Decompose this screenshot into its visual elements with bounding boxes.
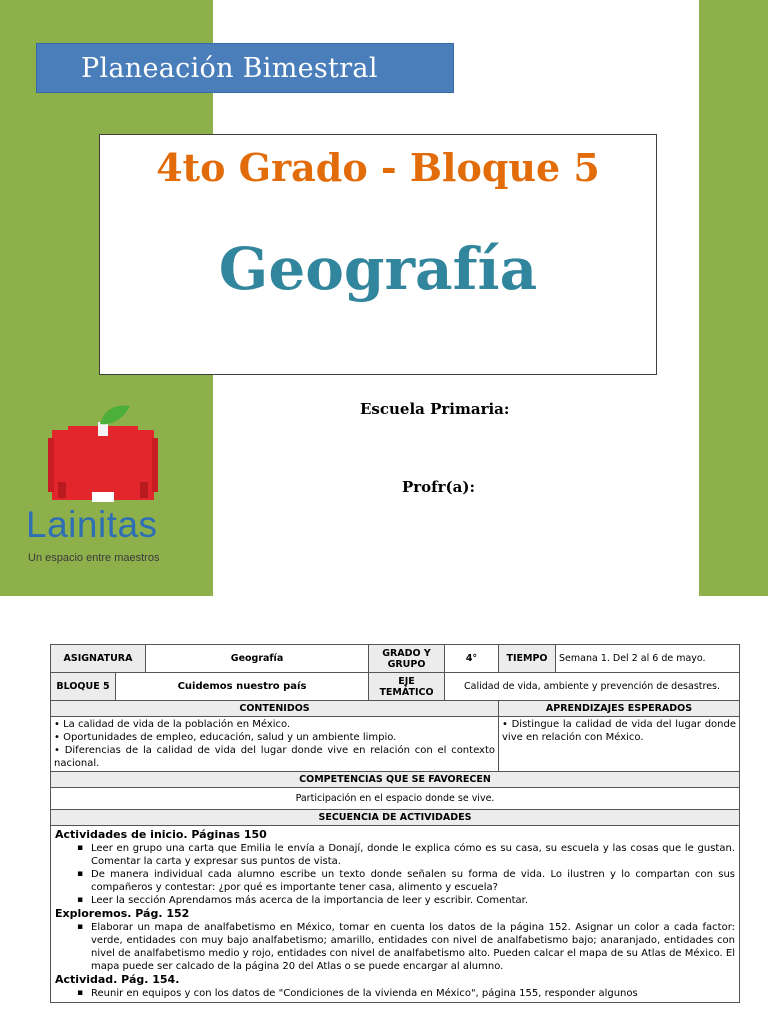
contenidos-cell bbox=[51, 717, 499, 772]
aprendizajes-cell bbox=[499, 717, 740, 772]
activity-list bbox=[55, 921, 735, 973]
table-row-content-headers bbox=[51, 701, 740, 717]
right-green-band bbox=[699, 0, 768, 596]
eje-value: Calidad de vida, ambiente y prevención de desastres. bbox=[445, 673, 740, 701]
banner-title: Planeación Bimestral bbox=[81, 53, 378, 84]
list-item: ▪ Leer la sección Aprendamos más acerca de la importancia de leer y escribir. Comentar. bbox=[77, 894, 735, 907]
aprendizajes-list bbox=[502, 718, 736, 744]
table-row-competencias-header bbox=[51, 772, 740, 788]
planning-table bbox=[50, 644, 740, 1003]
grade-block-title: 4to Grado - Bloque 5 bbox=[156, 145, 600, 190]
title-box bbox=[99, 134, 657, 375]
list-item: • Diferencias de la calidad de vida del lugar donde vive en relación con el contexto nacional. bbox=[54, 744, 495, 770]
aprendizajes-header: APRENDIZAJES ESPERADOS bbox=[499, 701, 740, 717]
logo-name: Lainitas bbox=[26, 504, 158, 545]
list-item: • Oportunidades de empleo, educación, salud y un ambiente limpio. bbox=[54, 731, 495, 744]
school-label: Escuela Primaria: bbox=[360, 400, 510, 418]
eje-label: EJE TEMÁTICO bbox=[369, 673, 445, 701]
tiempo-label: TIEMPO bbox=[499, 645, 556, 673]
list-item: • La calidad de vida de la población en México. bbox=[54, 718, 495, 731]
tiempo-value: Semana 1. Del 2 al 6 de mayo. bbox=[556, 645, 740, 673]
asignatura-label: ASIGNATURA bbox=[51, 645, 146, 673]
apple-icon bbox=[48, 404, 158, 504]
list-item: ▪ Elaborar un mapa de analfabetismo en México, tomar en cuenta los datos de la página 152. Asignar un color a cada factor: verde, entidades con muy bajo analfabetismo; amarillo, entidades con nivel de analfabetismo bajo; anaranjado, entidades con nivel de analfabetismo medio y rojo, entidades con nivel de analfabetismo alto. Pueden calcar el mapa de su Atlas de México. El mapa puede ser calcado de la página 20 del Atlas o se puede encargar al alumno. bbox=[77, 921, 735, 973]
grado-label: GRADO Y GRUPO bbox=[369, 645, 445, 673]
list-item: ▪ Reunir en equipos y con los datos de "Condiciones de la vivienda en México", página 155, responder algunos bbox=[77, 987, 735, 1000]
list-item: ▪ Leer en grupo una carta que Emilia le envía a Donají, donde le explica cómo es su casa, su escuela y las cosas que le gustan. Comentar la carta y expresar sus puntos de vista. bbox=[77, 842, 735, 868]
list-item: ▪ De manera individual cada alumno escribe un texto donde señalen su forma de vida. Lo ilustren y lo compartan con sus compañeros y contestar: ¿por qué es importante tener casa, alimento y escuela? bbox=[77, 868, 735, 894]
activity-heading: Actividad. Pág. 154. bbox=[55, 973, 180, 986]
activity-heading: Actividades de inicio. Páginas 150 bbox=[55, 828, 267, 841]
activity-list bbox=[55, 842, 735, 907]
title-banner bbox=[36, 43, 454, 93]
subject-title: Geografía bbox=[218, 235, 538, 303]
secuencia-header: SECUENCIA DE ACTIVIDADES bbox=[51, 810, 740, 826]
table-row-secuencia bbox=[51, 826, 740, 1003]
table-row-secuencia-header bbox=[51, 810, 740, 826]
bloque-label: BLOQUE 5 bbox=[51, 673, 116, 701]
asignatura-value: Geografía bbox=[146, 645, 369, 673]
teacher-label: Profr(a): bbox=[402, 478, 475, 496]
table-row-contents bbox=[51, 717, 740, 772]
bloque-value: Cuidemos nuestro país bbox=[116, 673, 369, 701]
table-row-competencias bbox=[51, 788, 740, 810]
table-row-subject bbox=[51, 645, 740, 673]
competencias-value: Participación en el espacio donde se vive. bbox=[51, 788, 740, 810]
planning-table-section bbox=[50, 644, 739, 1003]
competencias-header: COMPETENCIAS QUE SE FAVORECEN bbox=[51, 772, 740, 788]
logo-tagline: Un espacio entre maestros bbox=[28, 552, 160, 564]
lainitas-logo bbox=[22, 404, 197, 574]
activity-heading: Exploremos. Pág. 152 bbox=[55, 907, 190, 920]
activity-list bbox=[55, 987, 735, 1000]
grado-value: 4° bbox=[445, 645, 499, 673]
contenidos-list bbox=[54, 718, 495, 770]
list-item: • Distingue la calidad de vida del lugar donde vive en relación con México. bbox=[502, 718, 736, 744]
secuencia-cell bbox=[51, 826, 740, 1003]
table-row-block bbox=[51, 673, 740, 701]
contenidos-header: CONTENIDOS bbox=[51, 701, 499, 717]
